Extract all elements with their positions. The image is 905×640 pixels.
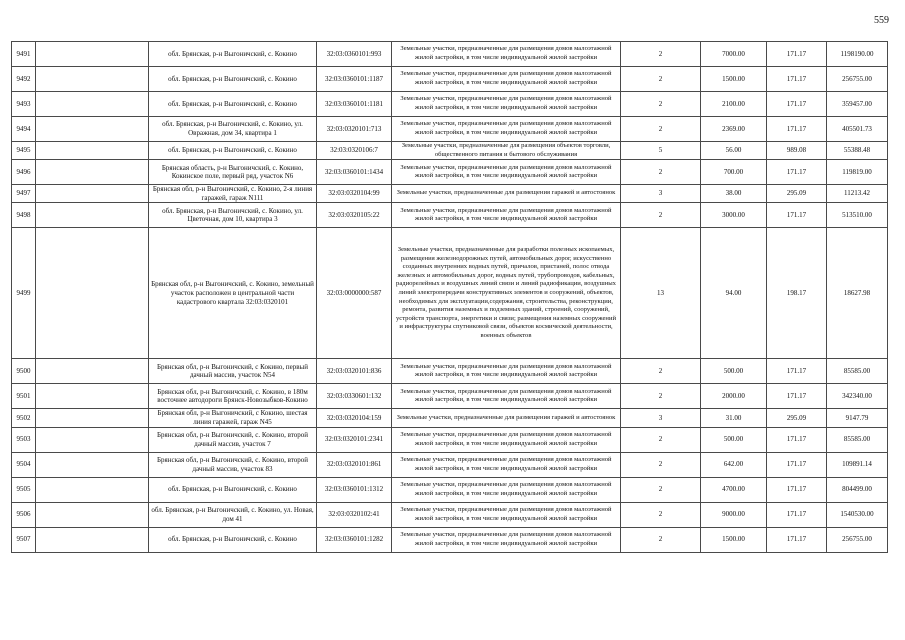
use-class-cell: 2 [621,477,701,502]
page-number: 559 [874,15,889,26]
area-cell: 3000.00 [701,203,767,228]
specific-value-cell: 171.17 [767,502,827,527]
land-use-cell: Земельные участки, предназначенные для размещения домов малоэтажной жилой застройки, в том числе индивидуальной жилой застройки [392,117,621,142]
area-cell: 4700.00 [701,477,767,502]
cadastral-value-table [11,41,888,553]
blank-cell [36,117,149,142]
address-cell: обл. Брянская, р-н Выгоничский, с. Кокино [149,477,317,502]
cadastral-number-cell: 32:03:0320101:861 [317,452,392,477]
row-number-cell: 9493 [12,92,36,117]
land-use-cell: Земельные участки, предназначенные для размещения объектов торговли, общественного питания и бытового обслуживания [392,142,621,160]
table-row [12,359,888,384]
specific-value-cell: 198.17 [767,228,827,359]
specific-value-cell: 171.17 [767,359,827,384]
land-use-cell: Земельные участки, предназначенные для размещения домов малоэтажной жилой застройки, в том числе индивидуальной жилой застройки [392,384,621,409]
cadastral-value-cell: 1198190.00 [827,42,888,67]
cadastral-number-cell: 32:03:0320101:2341 [317,427,392,452]
blank-cell [36,185,149,203]
cadastral-number-cell: 32:03:0320105:22 [317,203,392,228]
area-cell: 2000.00 [701,384,767,409]
land-use-cell: Земельные участки, предназначенные для размещения гаражей и автостоянок [392,409,621,427]
specific-value-cell: 171.17 [767,477,827,502]
address-cell: обл. Брянская, р-н Выгоничский, с. Кокино [149,142,317,160]
use-class-cell: 2 [621,527,701,552]
specific-value-cell: 171.17 [767,67,827,92]
specific-value-cell: 171.17 [767,427,827,452]
blank-cell [36,92,149,117]
use-class-cell: 2 [621,359,701,384]
use-class-cell: 2 [621,42,701,67]
land-use-cell: Земельные участки, предназначенные для размещения домов малоэтажной жилой застройки, в том числе индивидуальной жилой застройки [392,427,621,452]
table-row [12,42,888,67]
specific-value-cell: 171.17 [767,117,827,142]
area-cell: 7000.00 [701,42,767,67]
land-use-cell: Земельные участки, предназначенные для размещения домов малоэтажной жилой застройки, в том числе индивидуальной жилой застройки [392,42,621,67]
use-class-cell: 2 [621,452,701,477]
row-number-cell: 9495 [12,142,36,160]
blank-cell [36,142,149,160]
address-cell: Брянская обл, р-н Выгоничский, с Кокино, шестая линия гаражей, гараж N45 [149,409,317,427]
use-class-cell: 2 [621,502,701,527]
row-number-cell: 9504 [12,452,36,477]
address-cell: Брянская обл, р-н Выгоничский, с. Кокино, в 180м восточнее автодороги Брянск-Новозыбков-Кокино [149,384,317,409]
table-row [12,142,888,160]
land-use-cell: Земельные участки, предназначенные для размещения домов малоэтажной жилой застройки, в том числе индивидуальной жилой застройки [392,67,621,92]
blank-cell [36,502,149,527]
table-row [12,185,888,203]
land-use-cell: Земельные участки, предназначенные для размещения домов малоэтажной жилой застройки, в том числе индивидуальной жилой застройки [392,477,621,502]
table-row [12,427,888,452]
cadastral-value-cell: 55388.48 [827,142,888,160]
land-use-cell: Земельные участки, предназначенные для размещения домов малоэтажной жилой застройки, в том числе индивидуальной жилой застройки [392,527,621,552]
cadastral-value-cell: 9147.79 [827,409,888,427]
use-class-cell: 13 [621,228,701,359]
land-use-cell: Земельные участки, предназначенные для размещения домов малоэтажной жилой застройки, в том числе индивидуальной жилой застройки [392,502,621,527]
land-use-cell: Земельные участки, предназначенные для размещения домов малоэтажной жилой застройки, в том числе индивидуальной жилой застройки [392,203,621,228]
row-number-cell: 9503 [12,427,36,452]
use-class-cell: 2 [621,384,701,409]
address-cell: Брянская обл, р-н Выгоничский, с. Кокино, второй дачный массив, участок 83 [149,452,317,477]
blank-cell [36,203,149,228]
row-number-cell: 9498 [12,203,36,228]
specific-value-cell: 171.17 [767,452,827,477]
specific-value-cell: 171.17 [767,527,827,552]
blank-cell [36,228,149,359]
area-cell: 500.00 [701,427,767,452]
cadastral-number-cell: 32:03:0360101:1181 [317,92,392,117]
address-cell: обл. Брянская, р-н Выгоничский, с. Кокино, ул. Цветочная, дом 10, квартира 3 [149,203,317,228]
use-class-cell: 2 [621,67,701,92]
blank-cell [36,67,149,92]
table-row [12,67,888,92]
land-use-cell: Земельные участки, предназначенные для размещения домов малоэтажной жилой застройки, в том числе индивидуальной жилой застройки [392,359,621,384]
row-number-cell: 9500 [12,359,36,384]
cadastral-number-cell: 32:03:0360101:1187 [317,67,392,92]
land-use-cell: Земельные участки, предназначенные для размещения домов малоэтажной жилой застройки, в том числе индивидуальной жилой застройки [392,92,621,117]
cadastral-number-cell: 32:03:0320102:41 [317,502,392,527]
cadastral-value-cell: 85585.00 [827,359,888,384]
land-use-cell: Земельные участки, предназначенные для размещения домов малоэтажной жилой застройки, в том числе индивидуальной жилой застройки [392,452,621,477]
blank-cell [36,527,149,552]
use-class-cell: 2 [621,203,701,228]
table-row [12,477,888,502]
cadastral-number-cell: 32:03:0360101:1434 [317,160,392,185]
address-cell: Брянская обл, р-н Выгоничский, с. Кокино, 2-я линия гаражей, гараж N111 [149,185,317,203]
area-cell: 9000.00 [701,502,767,527]
cadastral-number-cell: 32:03:0320106:7 [317,142,392,160]
table-row [12,160,888,185]
cadastral-value-cell: 109891.14 [827,452,888,477]
use-class-cell: 5 [621,142,701,160]
row-number-cell: 9502 [12,409,36,427]
blank-cell [36,42,149,67]
table-row [12,452,888,477]
use-class-cell: 2 [621,427,701,452]
row-number-cell: 9506 [12,502,36,527]
row-number-cell: 9494 [12,117,36,142]
row-number-cell: 9499 [12,228,36,359]
cadastral-value-cell: 804499.00 [827,477,888,502]
row-number-cell: 9501 [12,384,36,409]
specific-value-cell: 989.08 [767,142,827,160]
cadastral-value-cell: 18627.98 [827,228,888,359]
table-row [12,384,888,409]
row-number-cell: 9492 [12,67,36,92]
row-number-cell: 9505 [12,477,36,502]
cadastral-value-cell: 359457.00 [827,92,888,117]
blank-cell [36,409,149,427]
blank-cell [36,452,149,477]
area-cell: 700.00 [701,160,767,185]
area-cell: 31.00 [701,409,767,427]
blank-cell [36,160,149,185]
cadastral-number-cell: 32:03:0360101:1282 [317,527,392,552]
address-cell: Брянская обл, р-н Выгоничский, с. Кокино, второй дачный массив, участок 7 [149,427,317,452]
address-cell: обл. Брянская, р-н Выгоничский, с. Кокино [149,527,317,552]
address-cell: обл. Брянская, р-н Выгоничский, с. Кокино [149,42,317,67]
area-cell: 642.00 [701,452,767,477]
cadastral-value-cell: 1540530.00 [827,502,888,527]
area-cell: 2369.00 [701,117,767,142]
area-cell: 500.00 [701,359,767,384]
table-row [12,228,888,359]
area-cell: 1500.00 [701,527,767,552]
table-body [12,42,888,553]
address-cell: Брянская обл, р-н Выгоничский, с Кокино, первый дачный массив, участок N54 [149,359,317,384]
address-cell: Брянская область, р-н Выгоничский, с. Кокино, Кокинское поле, первый ряд, участок N6 [149,160,317,185]
specific-value-cell: 171.17 [767,42,827,67]
land-use-cell: Земельные участки, предназначенные для размещения гаражей и автостоянок [392,185,621,203]
use-class-cell: 2 [621,160,701,185]
cadastral-number-cell: 32:03:0320101:713 [317,117,392,142]
row-number-cell: 9496 [12,160,36,185]
row-number-cell: 9497 [12,185,36,203]
use-class-cell: 2 [621,117,701,142]
area-cell: 2100.00 [701,92,767,117]
table-row [12,502,888,527]
cadastral-number-cell: 32:03:0000000:587 [317,228,392,359]
table-row [12,117,888,142]
cadastral-number-cell: 32:03:0360101:993 [317,42,392,67]
specific-value-cell: 295.09 [767,185,827,203]
cadastral-number-cell: 32:03:0330601:132 [317,384,392,409]
specific-value-cell: 171.17 [767,92,827,117]
cadastral-value-cell: 256755.00 [827,67,888,92]
specific-value-cell: 171.17 [767,384,827,409]
table-row [12,527,888,552]
specific-value-cell: 171.17 [767,203,827,228]
address-cell: обл. Брянская, р-н Выгоничский, с. Кокино, ул. Новая, дом 41 [149,502,317,527]
table-row [12,203,888,228]
blank-cell [36,427,149,452]
cadastral-value-cell: 405501.73 [827,117,888,142]
cadastral-number-cell: 32:03:0320104:159 [317,409,392,427]
cadastral-number-cell: 32:03:0320101:836 [317,359,392,384]
use-class-cell: 3 [621,409,701,427]
cadastral-number-cell: 32:03:0320104:99 [317,185,392,203]
row-number-cell: 9491 [12,42,36,67]
cadastral-value-cell: 119819.00 [827,160,888,185]
address-cell: Брянская обл, р-н Выгоничский, с. Кокино, земельный участок расположен в центральной части кадастрового квартала 32:03:0320101 [149,228,317,359]
address-cell: обл. Брянская, р-н Выгоничский, с. Кокино [149,67,317,92]
cadastral-value-cell: 85585.00 [827,427,888,452]
blank-cell [36,359,149,384]
use-class-cell: 3 [621,185,701,203]
land-use-cell: Земельные участки, предназначенные для разработки полезных ископаемых, размещения железнодорожных путей, автомобильных дорог, искусственно созданных внутренних водных путей, причалов, пристаней, полос отвода железных и автомобильных дорог, водных путей, трубопроводов, кабельных, радиорелейных и воздушных линий связи и линий радиофикации, воздушных линий электропередачи конструктивных элементов и сооружений, объектов, необходимых для эксплуатации,содержания, строительства, реконструкции, ремонта, развития наземных и подземных зданий, строений, сооружений, устройств транспорта, энергетики и связи; размещения наземных сооружений и инфраструктуры спутниковой связи, объектов космической деятельности, военных объектов [392,228,621,359]
table-row [12,92,888,117]
specific-value-cell: 295.09 [767,409,827,427]
cadastral-value-cell: 256755.00 [827,527,888,552]
specific-value-cell: 171.17 [767,160,827,185]
cadastral-value-cell: 513510.00 [827,203,888,228]
area-cell: 94.00 [701,228,767,359]
area-cell: 56.00 [701,142,767,160]
cadastral-value-cell: 342340.00 [827,384,888,409]
use-class-cell: 2 [621,92,701,117]
address-cell: обл. Брянская, р-н Выгоничский, с. Кокино, ул. Овражная, дом 34, квартира 1 [149,117,317,142]
cadastral-number-cell: 32:03:0360101:1312 [317,477,392,502]
land-use-cell: Земельные участки, предназначенные для размещения домов малоэтажной жилой застройки, в том числе индивидуальной жилой застройки [392,160,621,185]
row-number-cell: 9507 [12,527,36,552]
blank-cell [36,384,149,409]
area-cell: 1500.00 [701,67,767,92]
blank-cell [36,477,149,502]
address-cell: обл. Брянская, р-н Выгоничский, с. Кокино [149,92,317,117]
table-row [12,409,888,427]
area-cell: 38.00 [701,185,767,203]
cadastral-value-cell: 11213.42 [827,185,888,203]
